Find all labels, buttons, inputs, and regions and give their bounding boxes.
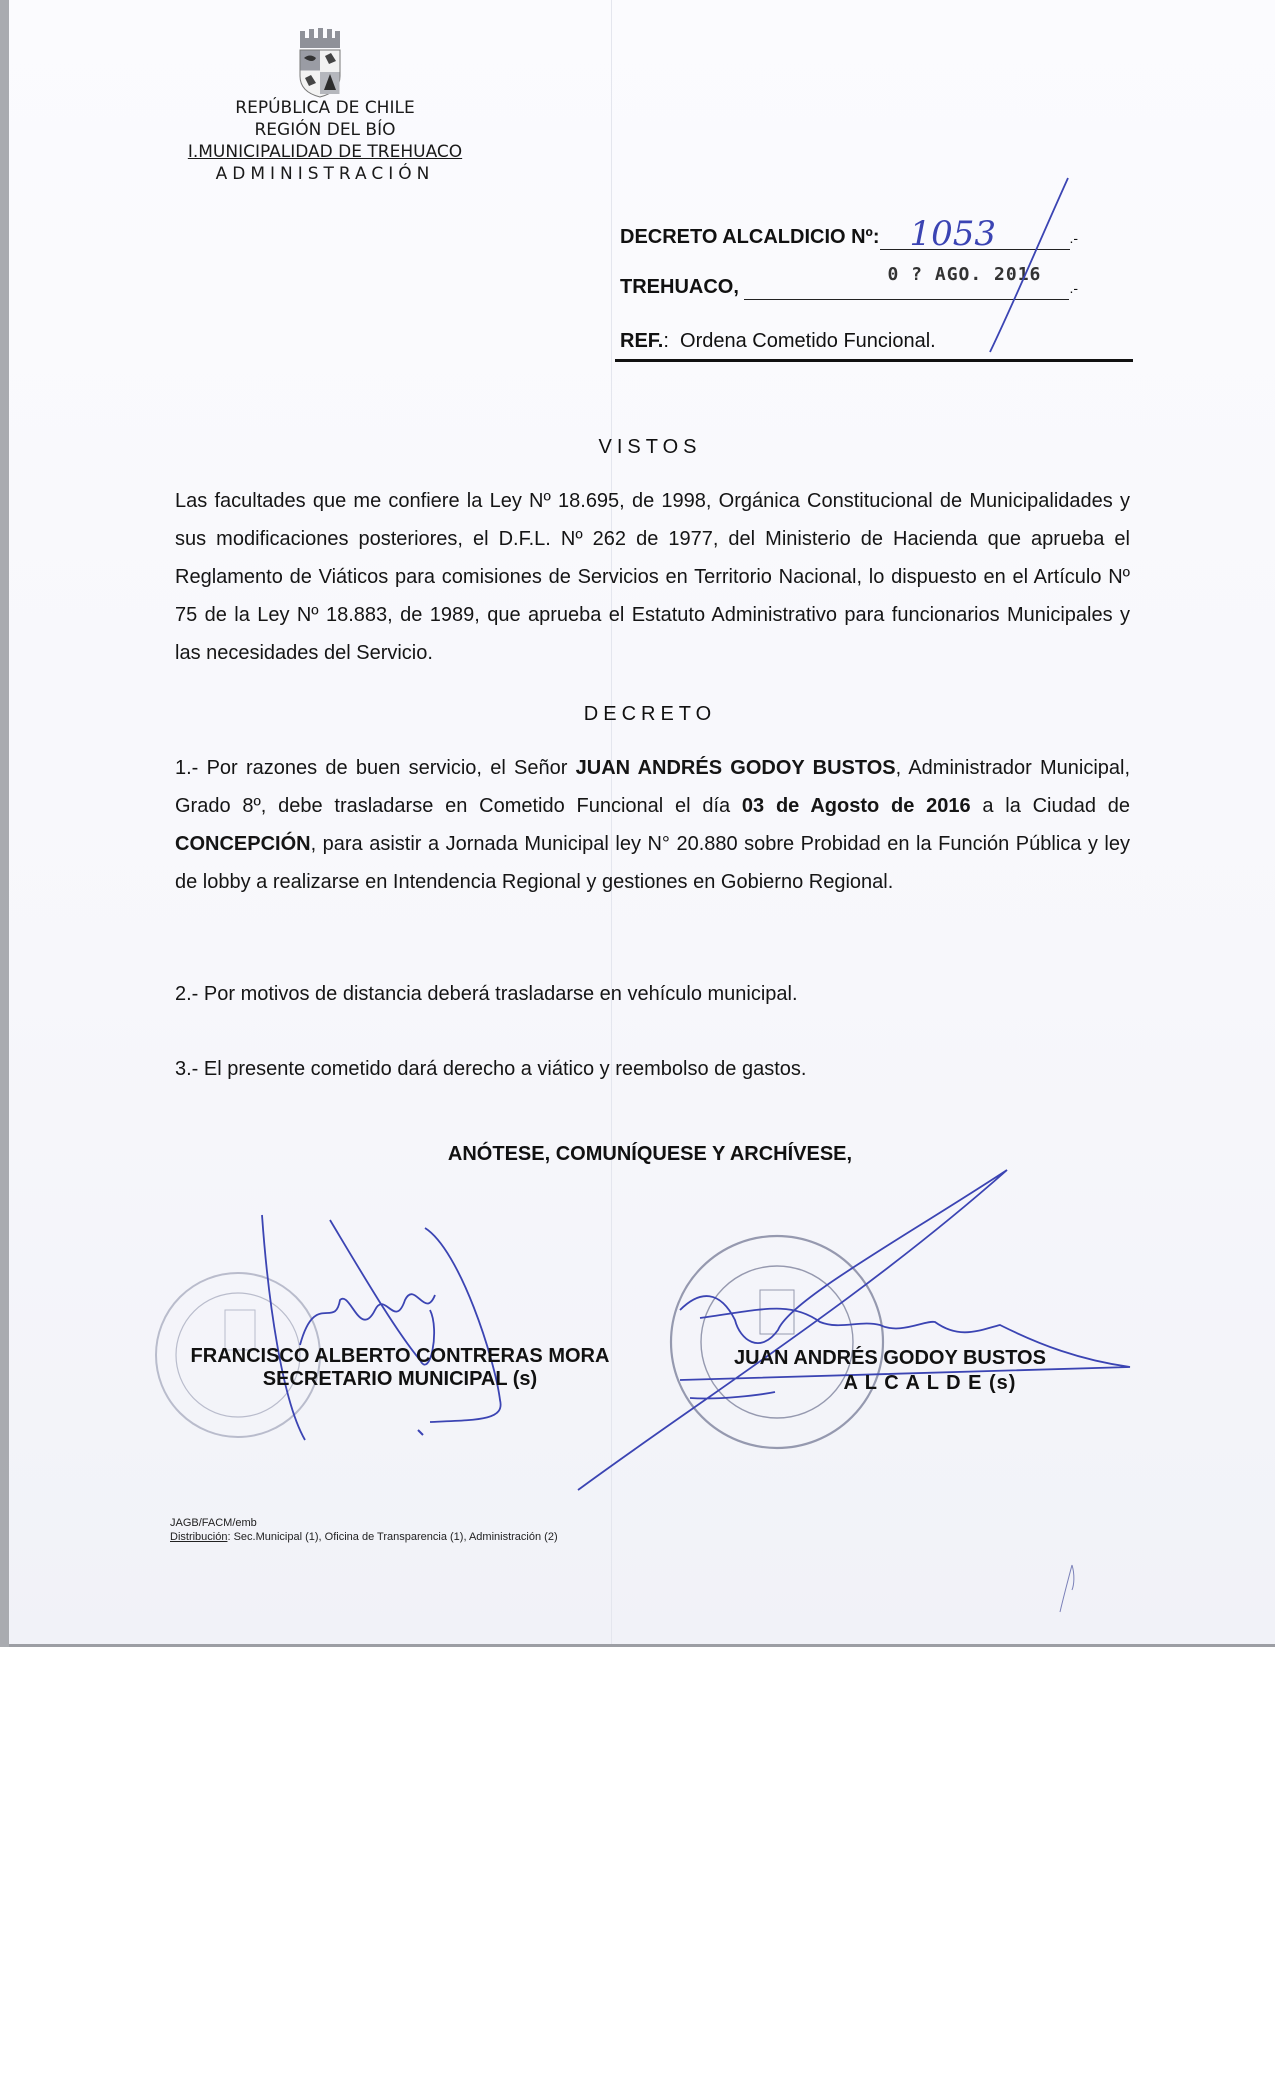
vistos-title: VISTOS: [598, 436, 702, 458]
item1-person: JUAN ANDRÉS GODOY BUSTOS: [575, 757, 896, 779]
place-label: TREHUACO,: [620, 276, 739, 298]
ref-text: Ordena Cometido Funcional.: [680, 330, 936, 352]
item1-text-a: 1.- Por razones de buen servicio, el Señor: [175, 757, 576, 779]
date-field: [744, 264, 1069, 300]
decreto-item-1: [175, 749, 1130, 901]
reference-row: [620, 330, 936, 353]
decree-label: DECRETO ALCALDICIO Nº:: [620, 226, 880, 248]
item1-text-b: , Administrador Municipal, Grado 8º, debe trasladarse en Cometido Funcional el día: [175, 757, 1131, 817]
decree-number-row: [620, 214, 1079, 254]
secretary-name: FRANCISCO ALBERTO CONTRERAS MORA: [190, 1345, 610, 1367]
distribution-label: Distribución: [170, 1531, 228, 1543]
place-suffix: .-: [1069, 280, 1079, 296]
secretary-title: SECRETARIO MUNICIPAL (s): [262, 1368, 538, 1390]
date-stamp: 0 ? AGO. 2016: [887, 264, 1042, 285]
letterhead-region: REGIÓN DEL BÍO: [254, 120, 396, 140]
item1-city: CONCEPCIÓN: [175, 833, 311, 855]
footer-distribution: [170, 1530, 558, 1544]
closing-formula: ANÓTESE, COMUNÍQUESE Y ARCHÍVESE,: [447, 1143, 853, 1165]
letterhead-municipality: I.MUNICIPALIDAD DE TREHUACO: [187, 142, 463, 162]
decree-suffix: .-: [1069, 230, 1079, 246]
footer-initials: JAGB/FACM/emb: [170, 1517, 257, 1529]
coat-of-arms-icon: [292, 28, 348, 98]
decree-number: 1053: [909, 214, 997, 254]
place-date-row: [620, 264, 1079, 300]
ref-label: REF.: [620, 330, 664, 352]
decreto-title: DECRETO: [583, 703, 717, 725]
item1-text-c: a la Ciudad de: [970, 795, 1131, 817]
item1-date: 03 de Agosto de 2016: [741, 795, 971, 817]
mayor-title: A L C A L D E (s): [843, 1372, 1017, 1394]
letterhead-department: ADMINISTRACIÓN: [215, 164, 435, 184]
decreto-item-3: 3.- El presente cometido dará derecho a viático y reembolso de gastos.: [175, 1058, 807, 1080]
decreto-item-2: 2.- Por motivos de distancia deberá trasladarse en vehículo municipal.: [175, 983, 798, 1005]
item1-text-d: , para asistir a Jornada Municipal ley N° 20.880 sobre Probidad en la Función Pública y ley de lobby a realizarse en Intendencia Regional y gestiones en Gobierno Regional.: [175, 833, 1130, 893]
ref-colon: :: [663, 330, 669, 352]
distribution-text: : Sec.Municipal (1), Oficina de Transparencia (1), Administración (2): [227, 1531, 558, 1543]
scan-edge: [0, 0, 9, 1647]
vistos-text: Las facultades que me confiere la Ley Nº 18.695, de 1998, Orgánica Constitucional de Municipalidades y sus modificaciones posteriores, el D.F.L. Nº 262 de 1977, del Ministerio de Hacienda que aprueba el Reglamento de Viáticos para comisiones de Servicios en Territorio Nacional, lo dispuesto en el Artículo Nº 75 de la Ley Nº 18.883, de 1989, que aprueba el Estatuto Administrativo para funcionarios Municipales y las necesidades del Servicio.: [175, 490, 1130, 664]
reference-rule: [615, 359, 1133, 362]
mayor-name: JUAN ANDRÉS GODOY BUSTOS: [734, 1347, 1046, 1369]
letterhead-country: REPÚBLICA DE CHILE: [235, 98, 415, 118]
decree-number-field: [880, 214, 1070, 254]
